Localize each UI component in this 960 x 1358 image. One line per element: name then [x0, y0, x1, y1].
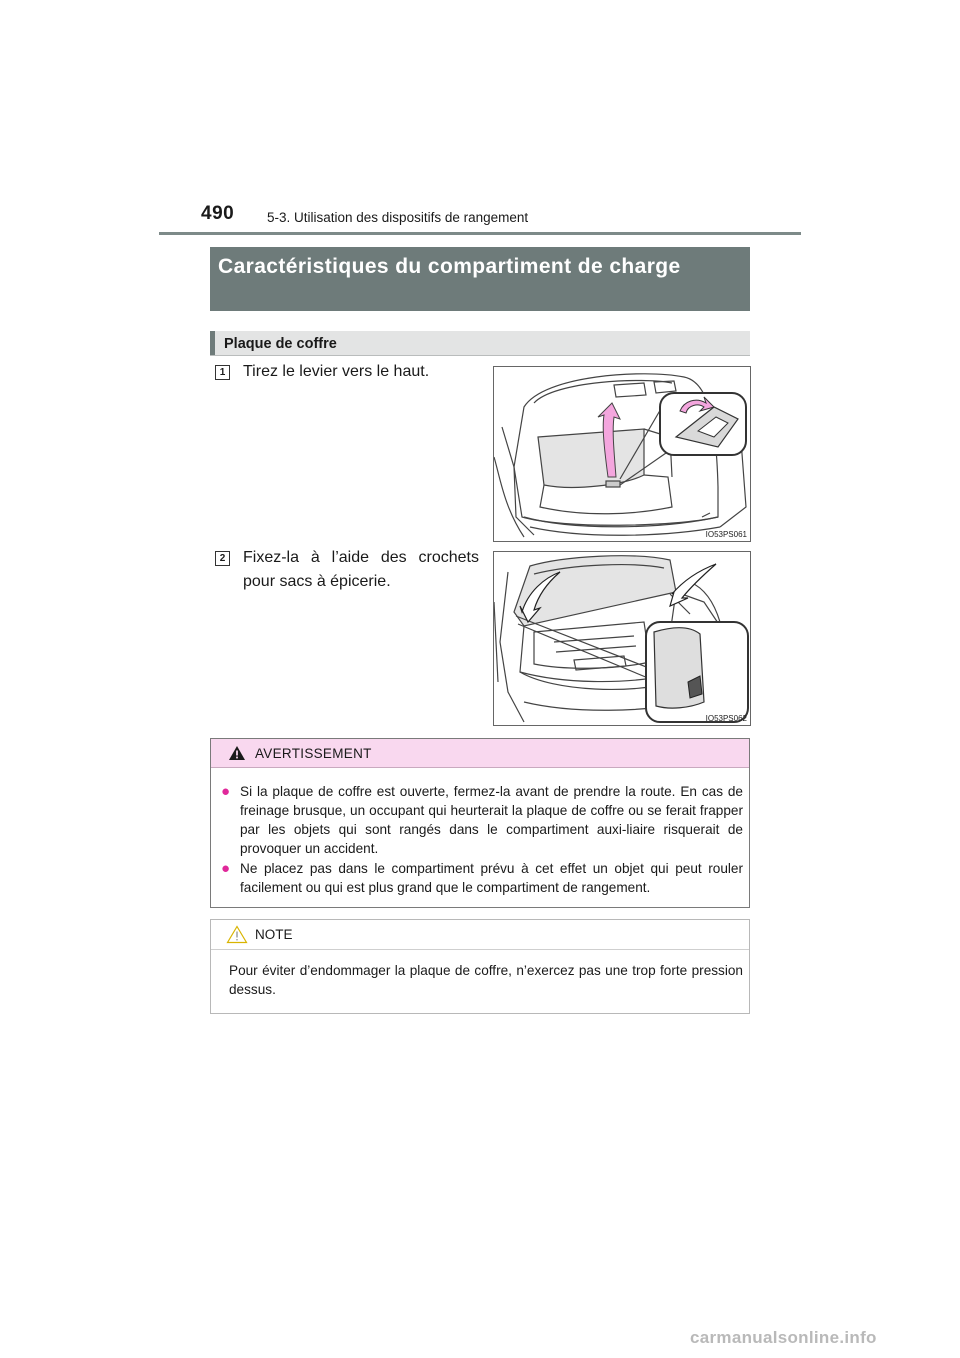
figure-code-2: IO53PS062	[705, 714, 747, 723]
caution-triangle-outline-icon	[226, 925, 248, 944]
bullet-icon: ●	[221, 860, 231, 877]
note-box	[210, 919, 750, 1014]
header-rule	[159, 232, 801, 235]
warning-item-text: Si la plaque de coffre est ouverte, fermez-la avant de prendre la route. En cas de freinage brusque, un occupant qui heurterait la plaque de coffre ou se ferait frapper par les objets qui sont rangés dans le compartiment auxi-liaire risquerait de provoquer un accident.	[240, 784, 743, 856]
figure-1	[493, 366, 751, 542]
page-number: 490	[201, 203, 235, 224]
trunk-board-hooks-illustration	[494, 552, 750, 725]
figure-code-1: IO53PS061	[705, 530, 747, 539]
section-label: 5-3. Utilisation des dispositifs de rangement	[267, 210, 529, 225]
trunk-open-lever-illustration	[494, 367, 750, 541]
step-number-2: 2	[215, 551, 230, 566]
subheading-bar	[210, 331, 215, 355]
step-text-2: Fixez-la à l’aide des crochets pour sacs à épicerie.	[243, 549, 479, 590]
step-number-1: 1	[215, 365, 230, 380]
warning-header	[211, 739, 749, 768]
subheading-text: Plaque de coffre	[224, 336, 337, 352]
note-text: Pour éviter d’endommager la plaque de coffre, n’exercez pas une trop forte pression dessus.	[229, 963, 743, 997]
bullet-icon: ●	[221, 783, 231, 800]
warning-item-text: Ne placez pas dans le compartiment prévu à cet effet un objet qui peut rouler facilement ou qui est plus grand que le compartiment de rangement.	[240, 861, 743, 895]
figure-2	[493, 551, 751, 726]
warning-box	[210, 738, 750, 908]
warning-title: AVERTISSEMENT	[255, 746, 372, 761]
subheading	[210, 331, 750, 356]
watermark: carmanualsonline.info	[690, 1328, 877, 1347]
page-title: Caractéristiques du compartiment de charge	[210, 247, 750, 311]
note-header	[211, 920, 749, 950]
note-title: NOTE	[255, 927, 293, 942]
warning-item-2	[221, 859, 743, 897]
warning-item-1	[221, 782, 743, 858]
warning-triangle-icon	[228, 745, 246, 761]
step-text-1: Tirez le levier vers le haut.	[243, 363, 430, 380]
